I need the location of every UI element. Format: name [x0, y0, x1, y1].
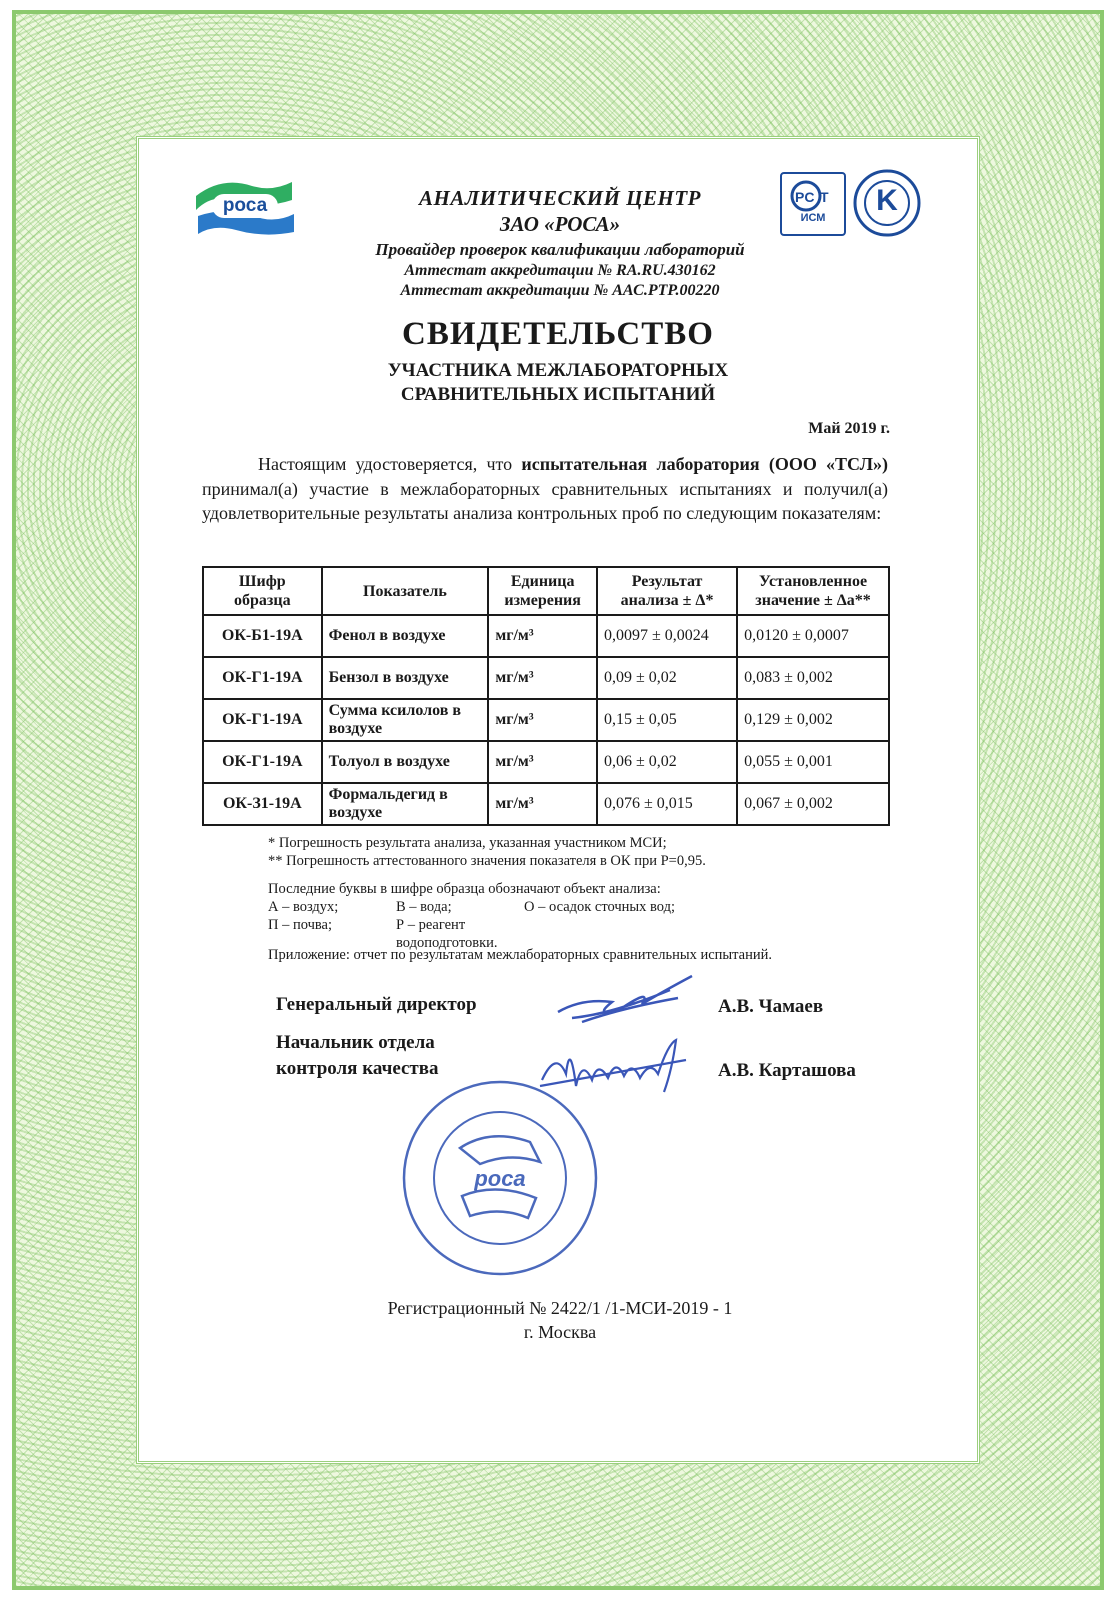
- accreditation-line1: Аттестат аккредитации № RA.RU.430162: [404, 262, 716, 279]
- results-table: [202, 566, 890, 826]
- header-sample-code: Шифр образца: [203, 567, 322, 615]
- stamp-center-text: роса: [474, 1166, 526, 1191]
- logo-text: роса: [212, 194, 278, 218]
- sample-code-legend-row1: [268, 898, 788, 916]
- footnote-result-error: * Погрешность результата анализа, указанная участником МСИ;: [268, 835, 667, 851]
- cell-result: 0,076 ± 0,015: [597, 783, 737, 825]
- signatory-role-qc-line1: Начальник отдела: [276, 1032, 435, 1053]
- cell-unit: мг/м³: [488, 657, 597, 699]
- header-result: Результат анализа ± Δ*: [597, 567, 737, 615]
- certificate-statement: [202, 452, 888, 526]
- org-name-line1: АНАЛИТИЧЕСКИЙ ЦЕНТР: [419, 186, 701, 210]
- table-header-row: [203, 567, 889, 615]
- badge-ism-text: ИСМ: [800, 212, 826, 224]
- certificate-subtitle-line1: УЧАСТНИКА МЕЖЛАБОРАТОРНЫХ: [387, 360, 729, 381]
- attachment-note: Приложение: отчет по результатам межлабораторных сравнительных испытаний.: [268, 947, 773, 963]
- statement-part1: Настоящим удостоверяется, что: [258, 454, 522, 474]
- svg-text:T: T: [820, 189, 829, 205]
- legend-item: В – вода;: [396, 899, 452, 915]
- signatory-role-qc-line2: контроля качества: [276, 1058, 439, 1079]
- statement-lab-name: испытательная лаборатория (ООО «ТСЛ»): [521, 454, 888, 474]
- cell-indicator: Фенол в воздухе: [322, 615, 489, 657]
- table-row: [203, 741, 889, 783]
- table-row: [203, 699, 889, 741]
- badge-k-letter: K: [876, 184, 898, 217]
- sample-code-legend-title: Последние буквы в шифре образца обозначают объект анализа:: [268, 881, 661, 897]
- cell-result: 0,0097 ± 0,0024: [597, 615, 737, 657]
- cell-result: 0,15 ± 0,05: [597, 699, 737, 741]
- director-signature-icon: [552, 968, 702, 1030]
- table-row: [203, 657, 889, 699]
- provider-line: Провайдер проверок квалификации лабораторий: [375, 240, 745, 259]
- legend-item: А – воздух;: [268, 899, 339, 915]
- cell-result: 0,09 ± 0,02: [597, 657, 737, 699]
- quality-system-badge: [852, 168, 922, 238]
- statement-part2: принимал(а) участие в межлабораторных сравнительных испытаниях и получил(а) удовлетворительные результаты анализа контрольных проб по следующим показателям:: [202, 478, 888, 523]
- cell-assigned-value: 0,067 ± 0,002: [737, 783, 889, 825]
- cell-assigned-value: 0,055 ± 0,001: [737, 741, 889, 783]
- legend-item: О – осадок сточных вод;: [524, 899, 676, 915]
- cell-indicator: Бензол в воздухе: [322, 657, 489, 699]
- cell-unit: мг/м³: [488, 699, 597, 741]
- rosa-logo: [192, 176, 298, 238]
- table-row: [203, 615, 889, 657]
- legend-item: П – почва;: [268, 917, 333, 933]
- cell-unit: мг/м³: [488, 741, 597, 783]
- cell-indicator: Сумма ксилолов в воздухе: [322, 699, 489, 741]
- signatory-name-director: А.В. Чамаев: [718, 996, 824, 1017]
- cell-unit: мг/м³: [488, 783, 597, 825]
- footnote-assigned-error: ** Погрешность аттестованного значения показателя в ОК при Р=0,95.: [268, 853, 706, 869]
- cell-sample-code: ОК-Г1-19А: [203, 741, 322, 783]
- svg-text:PC: PC: [795, 189, 815, 205]
- registration-city: г. Москва: [523, 1322, 597, 1342]
- cell-sample-code: ОК-Г1-19А: [203, 699, 322, 741]
- cell-assigned-value: 0,0120 ± 0,0007: [737, 615, 889, 657]
- cell-sample-code: ОК-Б1-19А: [203, 615, 322, 657]
- accreditation-line2: Аттестат аккредитации № ААС.РТР.00220: [400, 282, 720, 299]
- cell-assigned-value: 0,083 ± 0,002: [737, 657, 889, 699]
- org-name-line2: ЗАО «РОСА»: [499, 212, 621, 236]
- cell-assigned-value: 0,129 ± 0,002: [737, 699, 889, 741]
- issue-date: Май 2019 г.: [808, 420, 890, 437]
- cell-indicator: Толуол в воздухе: [322, 741, 489, 783]
- gost-ism-badge: [780, 172, 846, 236]
- header-unit: Единица измерения: [488, 567, 597, 615]
- signatory-role-director: Генеральный директор: [276, 994, 477, 1015]
- cell-sample-code: ОК-Г1-19А: [203, 657, 322, 699]
- certificate-subtitle-line2: СРАВНИТЕЛЬНЫХ ИСПЫТАНИЙ: [400, 384, 716, 405]
- header-indicator: Показатель: [322, 567, 489, 615]
- cell-result: 0,06 ± 0,02: [597, 741, 737, 783]
- cell-unit: мг/м³: [488, 615, 597, 657]
- cell-indicator: Формальдегид в воздухе: [322, 783, 489, 825]
- registration-number: Регистрационный № 2422/1 /1-МСИ-2019 - 1: [387, 1298, 733, 1318]
- signatory-name-qc: А.В. Карташова: [718, 1060, 856, 1081]
- company-stamp: [400, 1078, 600, 1278]
- certificate-title: СВИДЕТЕЛЬСТВО: [402, 316, 714, 352]
- header-assigned-value: Установленное значение ± Δa**: [737, 567, 889, 615]
- table-row: [203, 783, 889, 825]
- cell-sample-code: ОК-З1-19А: [203, 783, 322, 825]
- legend-item: Р – реагент водоподготовки.: [396, 917, 498, 951]
